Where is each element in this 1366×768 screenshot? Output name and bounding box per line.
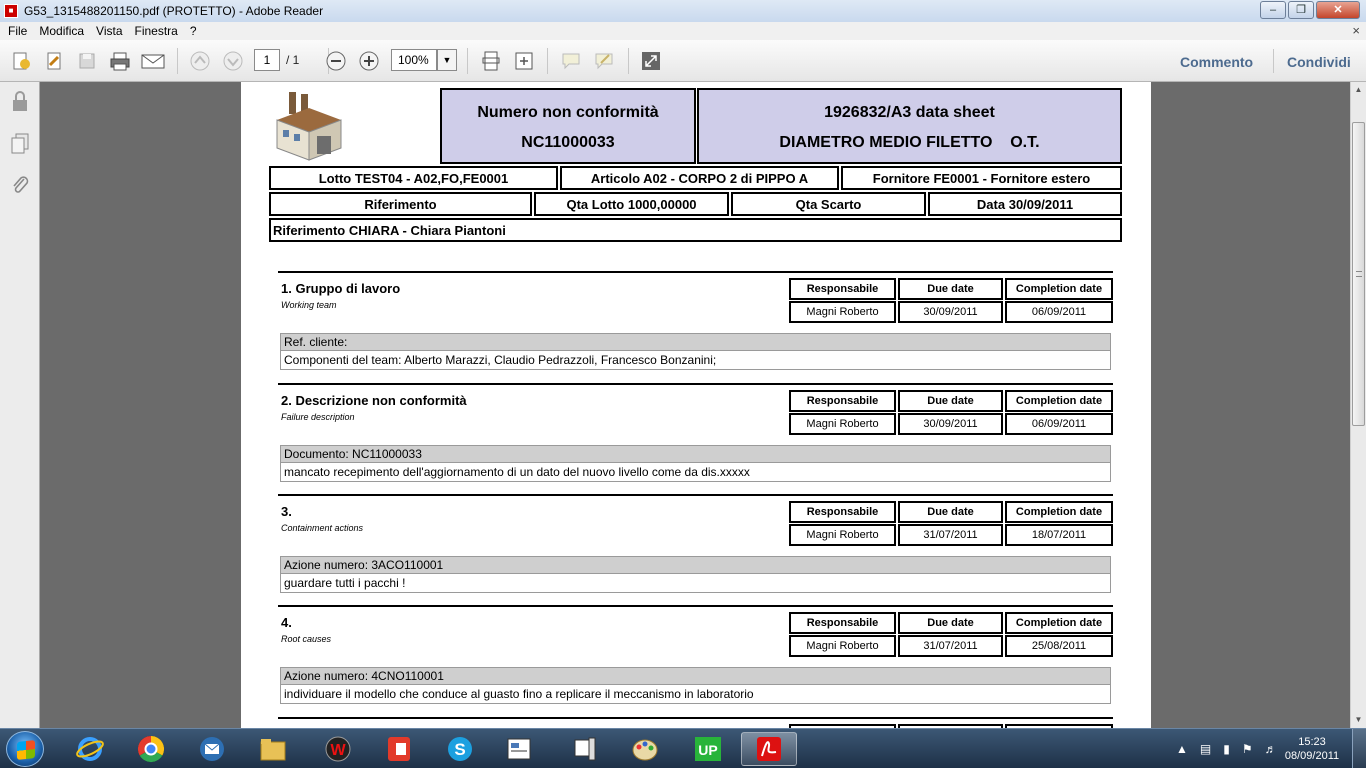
completion-date-value: 06/09/2011 [1005,301,1113,323]
minimize-button[interactable]: – [1260,1,1286,19]
pdf-page [241,82,1151,728]
section-text: Componenti del team: Alberto Marazzi, Claudio Pedrazzoli, Francesco Bonzanini; [280,351,1111,370]
section-label-bar: Azione numero: 3ACO110001 [280,556,1111,574]
fit-width-icon[interactable] [512,50,536,72]
due-date-header: Due date [898,612,1003,634]
completion-date-header: Completion date [1005,612,1113,634]
due-date-header: Due date [898,278,1003,300]
window-title: G53_1315488201150.pdf (PROTETTO) - Adobe Reader [24,4,324,18]
adobe-reader-icon: ■ [4,4,18,18]
svg-text:W: W [330,742,346,759]
page-total: / 1 [286,53,300,67]
print-icon[interactable] [108,50,132,72]
commento-button[interactable]: Commento [1180,54,1254,70]
section-text: guardare tutti i pacchi ! [280,574,1111,593]
section-rule [278,717,1113,719]
due-date-value: 30/09/2011 [898,413,1003,435]
attachments-paperclip-icon[interactable] [9,174,31,196]
start-button[interactable] [6,731,44,767]
mail-client-icon[interactable] [184,732,240,766]
section-title: 4. [281,615,292,630]
full-screen-icon[interactable] [639,50,663,72]
clock-date: 08/09/2011 [1284,750,1340,762]
edit-icon[interactable] [42,50,66,72]
taskbar [0,728,1366,768]
create-pdf-icon[interactable] [9,50,33,72]
zoom-out-icon[interactable] [324,50,348,72]
responsabile-header: Responsabile [789,278,896,300]
condividi-button[interactable]: Condividi [1287,54,1351,70]
data-sheet-title: 1926832/A3 data sheet [824,104,995,121]
zoom-in-icon[interactable] [357,50,381,72]
svg-text:S: S [454,740,466,759]
data-sheet-box [697,88,1122,164]
up-app-icon[interactable] [680,732,736,766]
file-explorer-icon[interactable] [245,732,301,766]
toolbar-separator [467,48,468,74]
paint-icon[interactable] [617,732,673,766]
lotto-cell: Lotto TEST04 - A02,FO,FE0001 [269,166,558,190]
completion-date-header: Completion date [1005,390,1113,412]
navigation-pane [0,82,40,728]
qta-lotto-cell: Qta Lotto 1000,00000 [534,192,729,216]
menu-file[interactable]: File [8,24,28,38]
menu-finestra[interactable]: Finestra [134,24,178,38]
section-subtitle: Containment actions [281,523,364,533]
responsabile-value: Magni Roberto [789,635,896,657]
fornitore-cell: Fornitore FE0001 - Fornitore estero [841,166,1122,190]
nc-number-label: Numero non conformità [477,104,659,121]
page-number-input[interactable]: 1 [254,49,280,71]
menu-vista[interactable]: Vista [96,24,123,38]
riferimento-cell: Riferimento [269,192,532,216]
office-app-icon[interactable] [371,732,427,766]
responsabile-value: Magni Roberto [789,413,896,435]
completion-date-value: 25/08/2011 [1005,635,1113,657]
previous-page-icon[interactable] [188,50,212,72]
section-subtitle: Failure description [281,412,355,422]
section-subtitle: Working team [281,300,337,310]
clock[interactable] [1284,735,1340,763]
section-text: individuare il modello che conduce al guasto fino a replicare il meccanismo in laboratorio [280,685,1111,704]
section-title: 3. [281,504,292,519]
responsabile-header: Responsabile [789,390,896,412]
responsabile-header: Responsabile [789,501,896,523]
due-date-value: 30/09/2011 [898,301,1003,323]
due-date-value: 31/07/2011 [898,524,1003,546]
windows-logo-icon [17,740,35,760]
riferimento-chiara-cell: Riferimento CHIARA - Chiara Piantoni [269,218,1122,242]
due-date-header: Due date [898,390,1003,412]
toolbar-separator [177,48,178,74]
flag-icon[interactable]: ⚑ [1241,742,1253,756]
section-rule [278,605,1113,607]
section-rule [278,271,1113,273]
data-cell: Data 30/09/2011 [928,192,1122,216]
fit-page-icon[interactable] [479,50,503,72]
chrome-icon[interactable] [123,732,179,766]
section-text: mancato recepimento dell'aggiornamento di un dato del nuovo livello come da dis.xxxxx [280,463,1111,482]
clock-time: 15:23 [1298,736,1326,748]
network-devices-icon[interactable]: ▤ [1199,742,1212,756]
scroll-grip-icon [1356,271,1362,277]
scroll-up-icon[interactable]: ▲ [1354,85,1363,94]
scroll-down-icon[interactable]: ▼ [1354,715,1363,724]
zoom-dropdown-icon[interactable]: ▼ [437,49,457,71]
section-rule [278,494,1113,496]
factory-logo-icon [273,90,345,162]
zoom-input[interactable]: 100% [391,49,437,71]
save-icon[interactable] [75,50,99,72]
section-rule [278,383,1113,385]
wo-app-icon[interactable] [310,732,366,766]
completion-date-header: Completion date [1005,501,1113,523]
skype-icon[interactable] [432,732,488,766]
tray-expand-icon[interactable]: ▲ [1176,742,1188,756]
security-lock-icon[interactable] [9,90,31,112]
email-icon[interactable] [141,50,165,72]
document-close-button[interactable]: × [1352,23,1360,38]
articolo-cell: Articolo A02 - CORPO 2 di PIPPO A [560,166,839,190]
toolbar-separator [628,48,629,74]
section-title: 1. Gruppo di lavoro [281,281,401,296]
section-subtitle: Root causes [281,634,332,644]
presentation-app-icon[interactable] [491,732,547,766]
completion-date-value: 06/09/2011 [1005,413,1113,435]
completion-date-header: Completion date [1005,278,1113,300]
section-label-bar: Azione numero: 4CNO110001 [280,667,1111,685]
responsabile-value: Magni Roberto [789,301,896,323]
nc-number-value: NC11000033 [521,134,615,151]
scroll-thumb[interactable] [1352,122,1365,426]
system-tray [1170,729,1283,768]
highlight-icon[interactable] [592,50,616,72]
title-bar [0,0,1366,22]
section-label-bar: Documento: NC11000033 [280,445,1111,463]
next-page-icon[interactable] [221,50,245,72]
section-label-bar: Ref. cliente: [280,333,1111,351]
close-button[interactable]: ✕ [1316,1,1360,19]
completion-date-value: 18/07/2011 [1005,524,1113,546]
section-title: 2. Descrizione non conformità [281,393,467,408]
show-desktop-button[interactable] [1352,729,1366,768]
comment-icon[interactable] [559,50,583,72]
window-controls [1258,1,1360,19]
due-date-value: 31/07/2011 [898,635,1003,657]
data-sheet-subtitle: DIAMETRO MEDIO FILETTO O.T. [779,134,1040,151]
signal-strength-icon[interactable]: ▮ [1223,742,1230,756]
internet-explorer-icon[interactable] [62,732,118,766]
toolbar-separator [547,48,548,74]
toolbar [0,40,1366,82]
responsabile-header: Responsabile [789,612,896,634]
menu-modifica[interactable]: Modifica [39,24,85,38]
volume-icon[interactable]: ♬ [1264,742,1277,756]
vertical-scrollbar[interactable] [1350,82,1366,728]
responsabile-value: Magni Roberto [789,524,896,546]
qta-scarto-cell: Qta Scarto [731,192,926,216]
media-app-icon[interactable] [556,732,612,766]
nc-number-box [440,88,696,164]
due-date-header: Due date [898,501,1003,523]
pages-icon[interactable] [9,132,31,154]
svg-text:UP: UP [698,742,718,758]
menu-bar [0,22,1366,40]
maximize-button[interactable]: ❐ [1288,1,1314,19]
adobe-reader-taskbar-icon[interactable] [741,732,797,766]
menu-help[interactable]: ? [189,24,197,38]
toolbar-separator [1273,49,1274,73]
